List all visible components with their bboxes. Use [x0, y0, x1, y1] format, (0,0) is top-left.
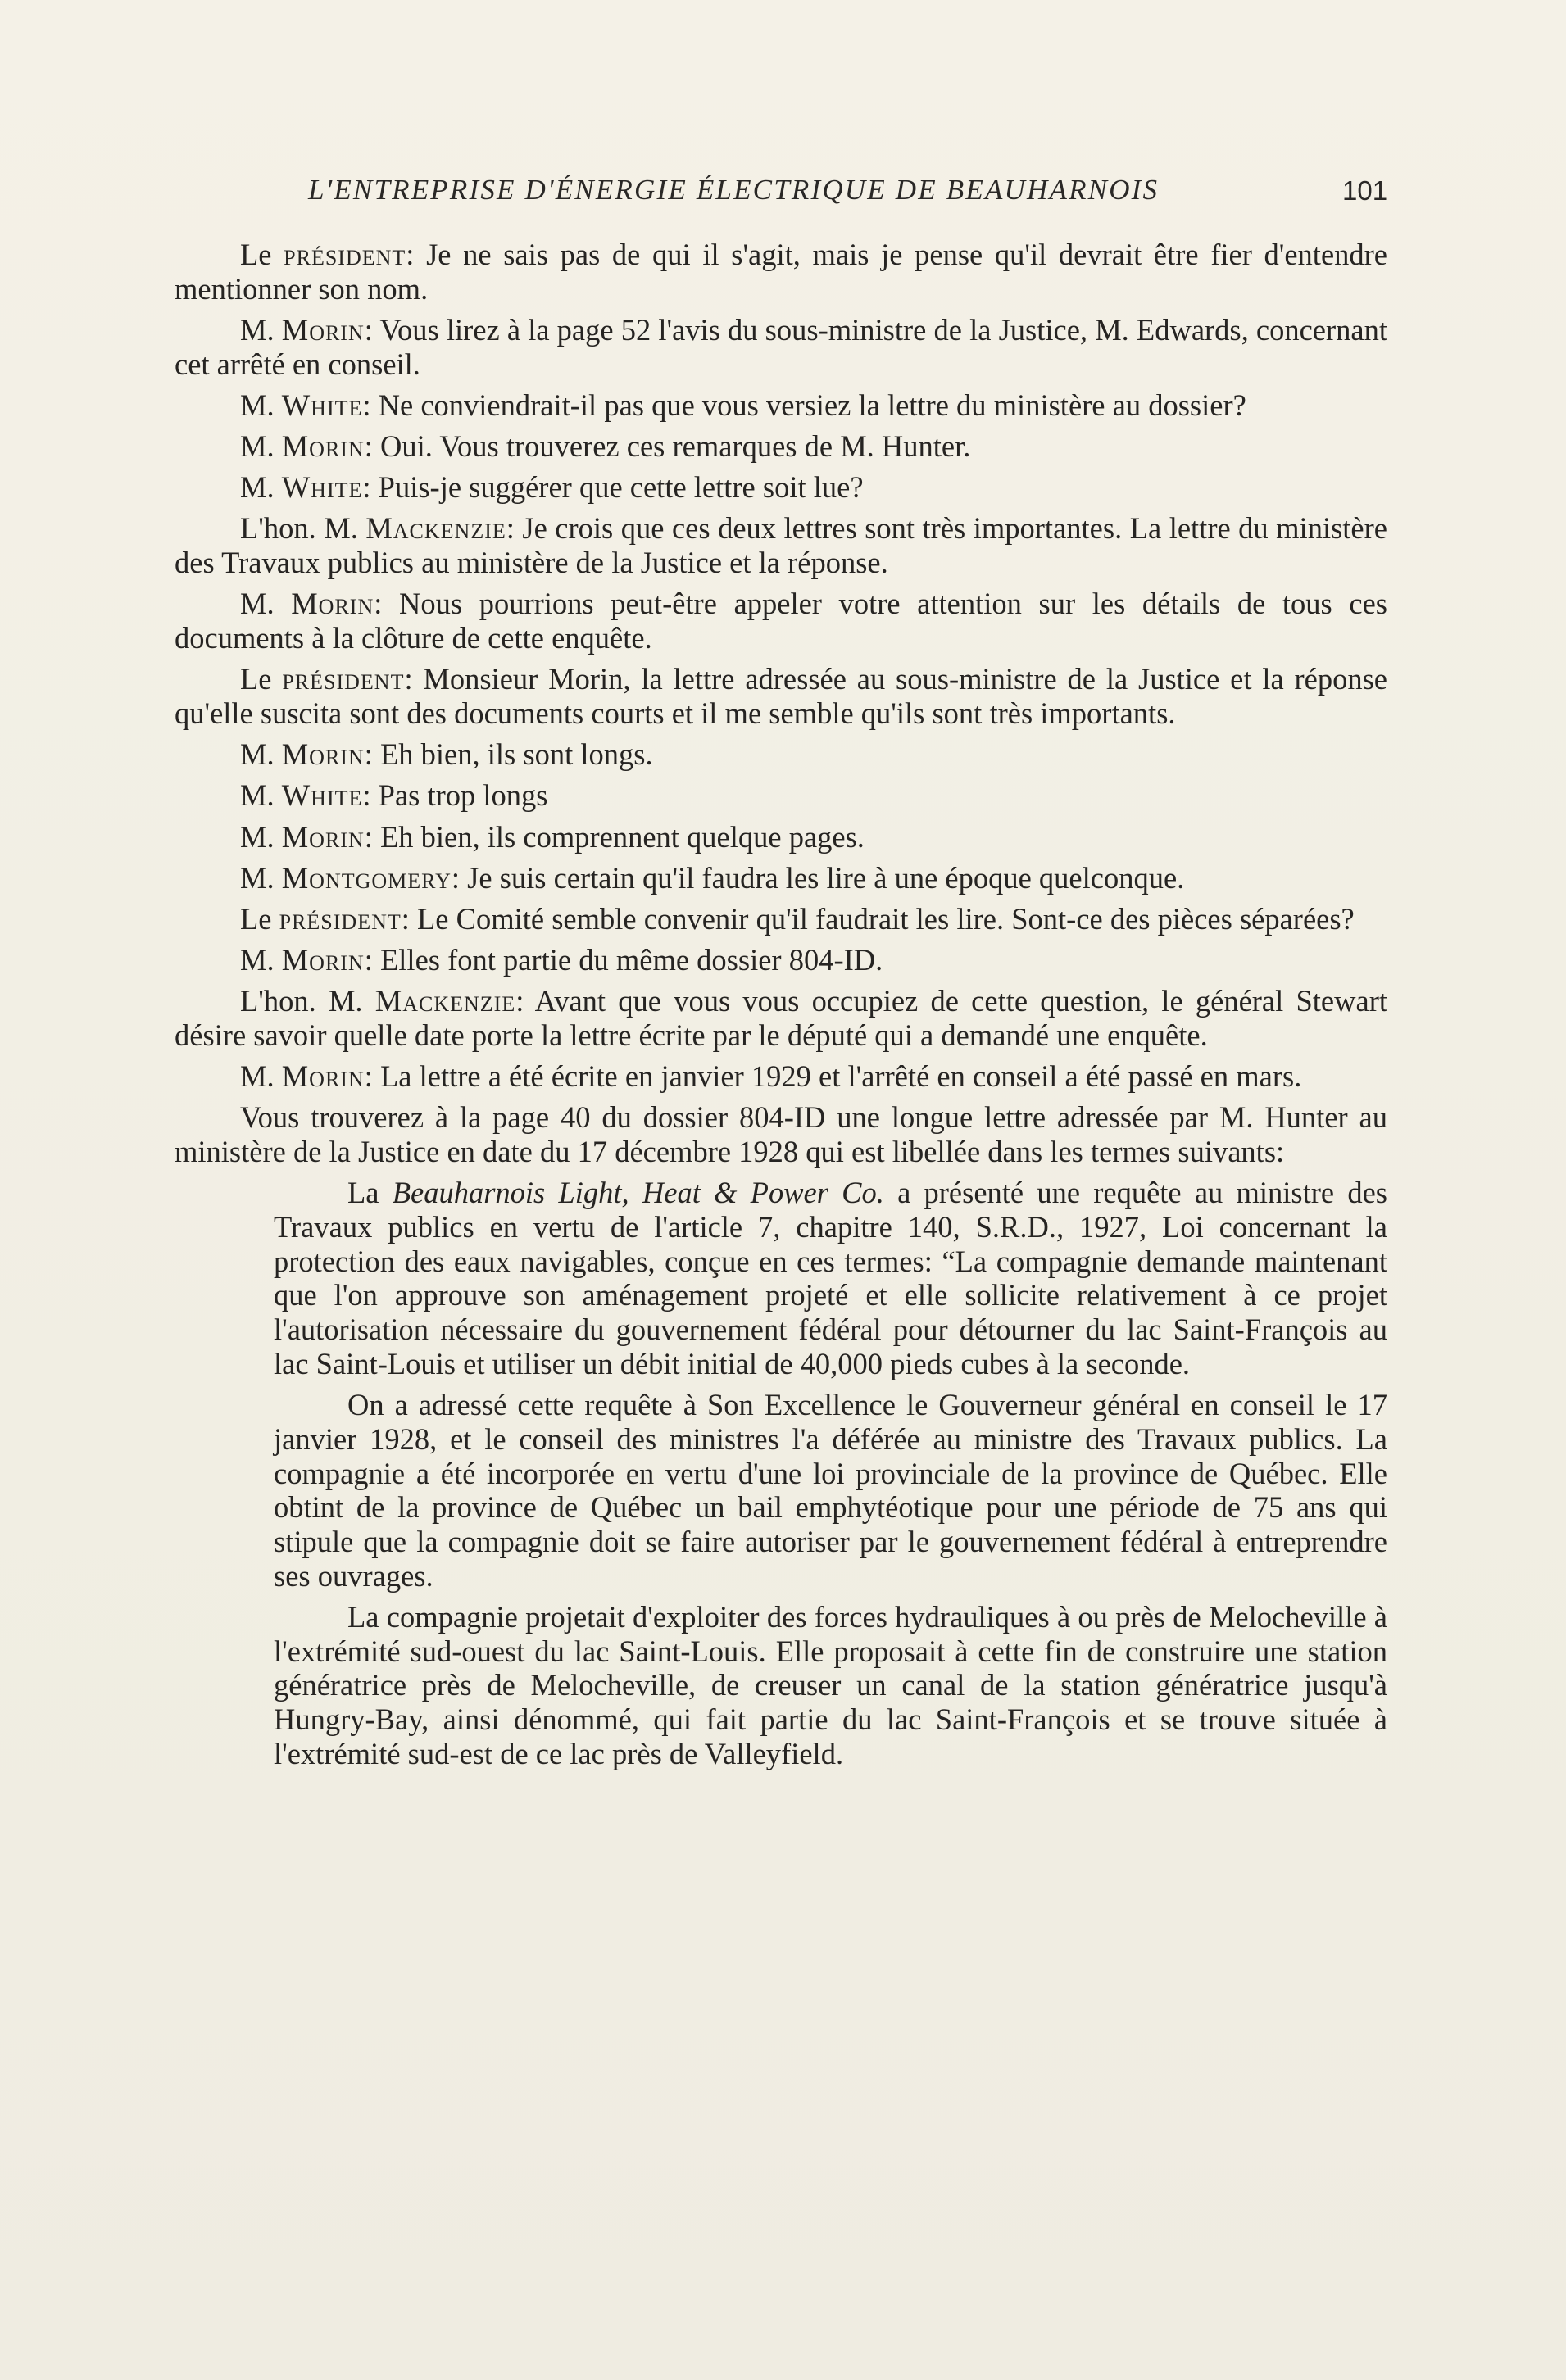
speaker-name: White	[281, 778, 363, 813]
speaker-prefix: Le	[240, 662, 283, 696]
quote-text: a présenté une requête au ministre des Travaux publics en vertu de l'article 7, chapitre 140, S.R.D., 1927, Loi concernant la protection des eaux navigables, conçue en ces termes: “La compagnie demande maintenant que l'on approuve son aménagement projeté et elle sollicite relativement à ce projet l'autorisation nécessaire du gouvernement fédéral pour détourner du lac Saint-François au lac Saint-Louis et utiliser un débit initial de 40,000 pieds cubes à la seconde.	[274, 1176, 1387, 1380]
speech-text: : La lettre a été écrite en janvier 1929 et l'arrêté en conseil a été passé en mars.	[364, 1059, 1302, 1094]
speaker-name: Morin	[281, 819, 365, 854]
speaker-prefix: M.	[240, 943, 282, 977]
paragraph	[175, 943, 1387, 977]
speaker-name: président	[282, 662, 405, 696]
speaker-prefix: M.	[240, 470, 282, 505]
company-name: Beauharnois Light, Heat & Power Co.	[392, 1176, 884, 1210]
speaker-prefix: M.	[240, 860, 282, 895]
paragraph	[175, 737, 1387, 772]
speech-text: : Elles font partie du même dossier 804-ID.	[364, 943, 883, 977]
speaker-prefix: M.	[240, 587, 292, 621]
speech-text: : Le Comité semble convenir qu'il faudrait les lire. Sont-ce des pièces séparées?	[401, 901, 1355, 936]
quote-paragraph: La compagnie projetait d'exploiter des forces hydrauliques à ou près de Melocheville à l'extrémité sud-ouest du lac Saint-Louis. Elle proposait à cette fin de construire une station génératrice près de Melocheville, de creuser un canal de la station génératrice jusqu'à Hungry-Bay, ainsi dénommé, qui fait partie du lac Saint-François et se trouve située à l'extrémité sud-est de ce lac près de Valleyfield.	[274, 1599, 1387, 1770]
speech-text: : Oui. Vous trouverez ces remarques de M. Hunter.	[364, 429, 971, 464]
running-title: L'ENTREPRISE D'ÉNERGIE ÉLECTRIQUE DE BEAUHARNOIS	[308, 174, 1160, 206]
speech-text: : Je ne sais pas de qui il s'agit, mais je pense qu'il devrait être fier d'entendre mentionner son nom.	[175, 238, 1388, 306]
speaker-prefix: M.	[240, 388, 282, 422]
page-header	[0, 174, 1566, 215]
paragraph	[175, 470, 1387, 505]
speech-text: : Je crois que ces deux lettres sont très importantes. La lettre du ministère des Travaux publics au ministère de la Justice et la réponse.	[175, 511, 1387, 580]
speech-text: : Puis-je suggérer que cette lettre soit lue?	[362, 470, 864, 505]
paragraph	[175, 388, 1387, 423]
speech-text: : Vous lirez à la page 52 l'avis du sous-ministre de la Justice, M. Edwards, concernant cet arrêté en conseil.	[175, 312, 1387, 381]
speaker-prefix: M.	[240, 737, 282, 772]
speech-text: : Eh bien, ils comprennent quelque pages.	[364, 819, 865, 854]
speech-text: : Avant que vous vous occupiez de cette question, le général Stewart désire savoir quelle date porte la lettre écrite par le député qui a demandé une enquête.	[175, 984, 1387, 1053]
speaker-name: président	[279, 901, 402, 936]
speaker-name: White	[281, 470, 363, 505]
speech-text: : Je suis certain qu'il faudra les lire à une époque quelconque.	[451, 860, 1185, 895]
quote-paragraph: On a adressé cette requête à Son Excellence le Gouverneur général en conseil le 17 janvier 1928, et le conseil des ministres l'a déférée au ministre des Travaux publics. La compagnie a été incorporée en vertu d'une loi provinciale de la province de Québec. Elle obtint de la province de Québec un bail emphytéotique pour une période de 75 ans qui stipule que la compagnie doit se faire autoriser par le gouvernement fédéral à entreprendre ses ouvrages.	[274, 1388, 1387, 1593]
speaker-prefix: M.	[240, 429, 282, 464]
paragraph	[175, 511, 1387, 579]
speaker-prefix: M.	[240, 1059, 282, 1094]
paragraph	[175, 902, 1387, 936]
paragraph	[175, 587, 1387, 655]
speaker-name: président	[284, 238, 406, 271]
speaker-prefix: M.	[240, 819, 282, 854]
paragraph	[175, 313, 1387, 381]
speaker-name: White	[281, 388, 363, 422]
speaker-name: Morin	[281, 737, 365, 772]
speaker-name: Montgomery	[281, 860, 452, 895]
paragraph	[175, 984, 1387, 1052]
paragraph	[175, 861, 1387, 895]
speaker-prefix: Le	[240, 238, 284, 271]
paragraph	[175, 778, 1387, 813]
speaker-prefix: L'hon. M.	[240, 511, 366, 546]
paragraph	[175, 1059, 1387, 1094]
paragraph	[175, 429, 1387, 464]
speaker-name: Mackenzie	[365, 511, 506, 546]
speaker-name: Mackenzie	[374, 984, 516, 1018]
quote-paragraph	[274, 1176, 1387, 1380]
speech-text: : Nous pourrions peut-être appeler votre attention sur les détails de tous ces documents à la clôture de cette enquête.	[175, 587, 1387, 655]
speech-text: : Ne conviendrait-il pas que vous versiez la lettre du ministère au dossier?	[362, 388, 1246, 422]
speaker-prefix: Le	[240, 901, 279, 936]
speech-text: : Monsieur Morin, la lettre adressée au sous-ministre de la Justice et la réponse qu'elle suscita sont des documents courts et il me semble qu'ils sont très importants.	[175, 662, 1387, 730]
speech-text: Vous trouverez à la page 40 du dossier 804-ID une longue lettre adressée par M. Hunter au ministère de la Justice en date du 17 décembre 1928 qui est libellée dans les termes suivants:	[175, 1100, 1387, 1169]
speaker-prefix: M.	[240, 778, 282, 813]
page-number: 101	[1342, 175, 1388, 206]
paragraph	[175, 238, 1387, 306]
speech-text: : Eh bien, ils sont longs.	[364, 737, 653, 772]
speaker-name: Morin	[291, 587, 374, 621]
speaker-name: Morin	[281, 312, 365, 347]
speaker-name: Morin	[281, 1059, 365, 1094]
speaker-prefix: L'hon. M.	[240, 984, 375, 1018]
paragraph	[175, 1100, 1387, 1168]
speaker-prefix: M.	[240, 312, 282, 347]
paragraph	[175, 820, 1387, 855]
paragraph	[175, 662, 1387, 730]
block-quote	[274, 1176, 1387, 1770]
body-text	[175, 238, 1387, 1778]
quote-lead: La	[347, 1176, 393, 1210]
speech-text: : Pas trop longs	[362, 778, 548, 813]
speaker-name: Morin	[281, 943, 365, 977]
speaker-name: Morin	[281, 429, 365, 464]
